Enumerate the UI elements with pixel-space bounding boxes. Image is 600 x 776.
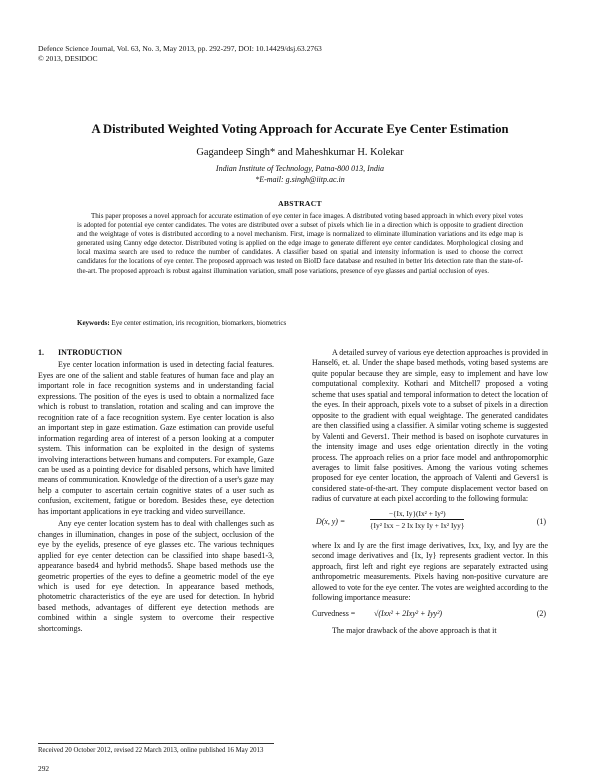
keywords-label: Keywords: [77, 319, 110, 327]
journal-citation: Defence Science Journal, Vol. 63, No. 3, May 2013, pp. 292-297, DOI: 10.14429/dsj.63.2763 [38, 44, 322, 53]
survey-paragraph: A detailed survey of various eye detection approaches is provided in Hansel6, et. al. Under the shape based methods, voting based systems are quite popular because they are simple, easy to implement and have low computational complexity. Kothari and Mitchell7 proposed a voting scheme that uses spatial and temporal information to detect the location of the eyes. In their approach, pixels vote to a subset of pixels in a direction opposite to the gradient with equal weightage. The generated candidates are then classified using a classifier. A similar voting scheme is suggested by Valenti and Gevers1. Their method is based on isophote curvatures in the intensity image and uses edge orientation directly in the voting process. The approach relies on a prior face model and anthropomorphic averages to limit false positives. Among the various voting schemes proposed for eye center location, the approach of Valenti and Gevers1 is considered state-of-the-art. They compute displacement vector based on radius of curvature at each pixel according to the following formula: [312, 348, 548, 504]
left-column [38, 348, 274, 636]
equation-2-lhs: Curvedness = [312, 608, 356, 618]
affiliation-block [20, 164, 580, 185]
copyright-line: © 2013, DESIDOC [38, 54, 98, 63]
right-column [312, 348, 548, 638]
equation-1 [312, 508, 548, 538]
equation-2 [312, 606, 548, 624]
equation-1-number: (1) [536, 516, 546, 526]
intro-paragraph-1: Eye center location information is used in detecting facial features. Eyes are one of the salient and stable features of human face and play an important role in face recognition systems and in understanding facial expressions. The position of the eyes is used to obtain a normalized face which is robust to translation, rotation and scaling and can improve the recognition rate of a face recognition system. Eye center location is also an important step in gaze estimation. Gaze estimation can provide useful information regarding area of interest of a person looking at a computer system. This information can be exploited in the design of systems involving interactions between humans and computers. For example, Gaze can be used as a pointing device for disabled persons, which have limited means of communication. Knowledge of the direction of a user's gaze may help a computer to ascertain certain cognitive states of a user such as confusion, excitement, fatigue or boredom. Besides these, eye detection has important applications in eye tracking and video surveillance. [38, 360, 274, 516]
equation-1-lhs: D(x, y) = [316, 516, 346, 526]
abstract-heading: ABSTRACT [278, 199, 322, 208]
abstract-text: This paper proposes a novel approach for accurate estimation of eye center in face images. A distributed voting based approach in which every pixel votes is adopted for potential eye center candidates. The votes are distributed over a subset of pixels which lie in a direction which is opposite to gradient direction and the weightage of votes is distributed according to a novel mechanism. First, image is normalized to eliminate illumination variations and its edge map is generated using Canny edge detector. Distributed voting is applied on the edge image to generate different eye center candidates. Morphological closing and local maxima search are used to reduce the number of candidates. A classifier based on spatial and intensity information is used to choose the correct candidates for the locations of eye center. The proposed approach was tested on BioID face database and resulted in better Iris detection rate than the state-of-the-art. The proposed approach is robust against illumination variation, small pose variations, presence of eye glasses and partial occlusion of eyes. [77, 212, 523, 275]
footnote-divider [38, 743, 274, 744]
keywords-list: Eye center estimation, iris recognition, biomarkers, biometrics [111, 319, 287, 327]
journal-header [38, 44, 322, 64]
section-number: 1. [38, 348, 44, 357]
received-footnote: Received 20 October 2012, revised 22 March 2013, online published 16 May 2013 [38, 747, 264, 754]
equation-2-number: (2) [536, 608, 546, 618]
keywords-line [77, 319, 523, 327]
equation-1-denominator: {Iy² Ixx − 2 Ix Ixy Iy + Ix² Iyy} [370, 520, 465, 530]
derivatives-paragraph: where Ix and Iy are the first image derivatives, Ixx, Ixy, and Iyy are the second image derivatives and {Ix, Iy} represents gradient vector. In this approach, first left and right eye regions are separately extracted using anthropometric measurements. Pixels having non-positive curvature are allowed to vote for the eye center. The votes are weighted according to the following importance measure: [312, 540, 548, 603]
section-heading [38, 348, 274, 358]
equation-1-fraction [370, 508, 464, 531]
drawback-paragraph: The major drawback of the above approach is that it [332, 625, 497, 635]
author-list: Gagandeep Singh* and Maheshkumar H. Kolekar [196, 147, 404, 158]
affiliation: Indian Institute of Technology, Patna-800 013, India [215, 164, 385, 173]
paper-title: A Distributed Weighted Voting Approach for Accurate Eye Center Estimation [91, 122, 509, 136]
page-number: 292 [38, 764, 50, 773]
intro-paragraph-2: Any eye center location system has to deal with challenges such as changes in illumination, changes in pose of the subject, occlusion of the eye by the eyelids, presence of eye glasses etc. The various techniques applied for eye center detection can be classified into shape based1-3, appearance based4 and hybrid methods5. Shape based methods use the geometric properties of the eyes to define a geometric model of the eye which is used for eye detection. In appearance based methods, photometric characteristics of the eye are used for detection. In hybrid based methods, advantages of different eye detection methods are combined within a single system to overcome their respective shortcomings. [38, 519, 274, 633]
section-title: INTRODUCTION [58, 348, 123, 357]
equation-2-rhs: √(Ixx² + 2Ixy² + Iyy²) [374, 608, 443, 618]
equation-1-numerator: −{Ix, Iy}(Ix² + Iy²) [388, 508, 446, 518]
author-email: *E-mail: g.singh@iitp.ac.in [255, 174, 345, 184]
